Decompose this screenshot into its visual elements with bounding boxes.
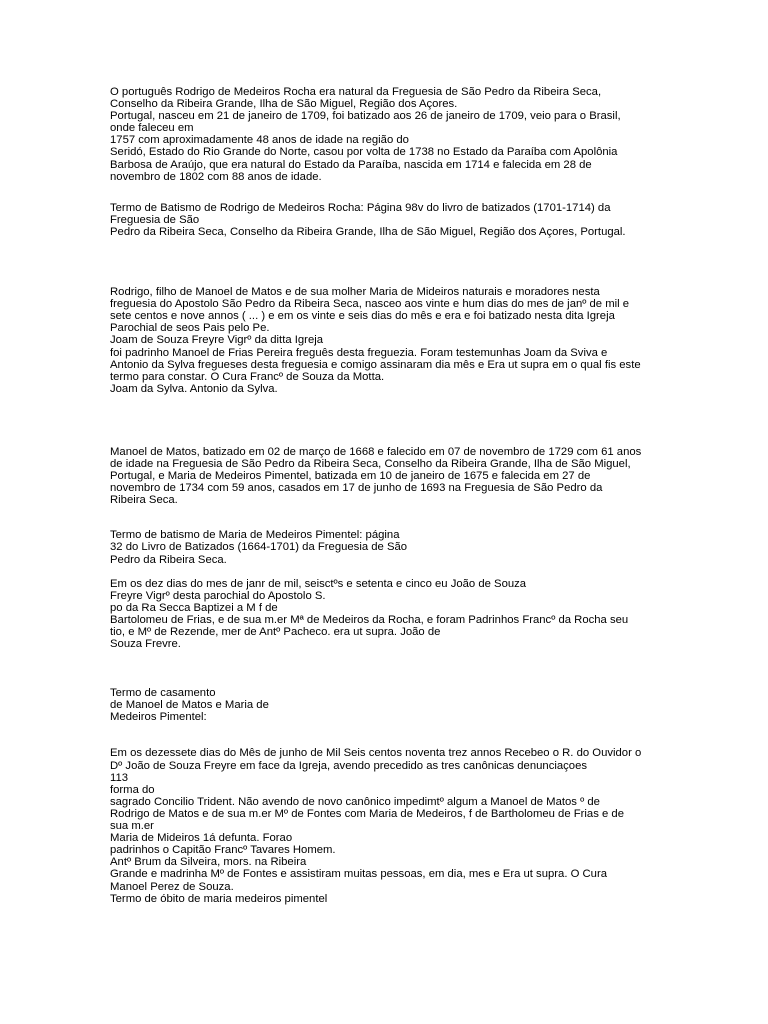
paragraph-termo-batismo-rodrigo	[110, 202, 650, 238]
text-line: Seridó, Estado do Rio Grande do Norte, casou por volta de 1738 no Estado da Paraíba com Apolônia	[110, 146, 618, 159]
text-line: Pedro da Ribeira Seca.	[110, 553, 227, 566]
text-line: Ribeira Seca.	[110, 494, 178, 507]
text-line: Souza Frevre.	[110, 638, 181, 651]
text-line: O português Rodrigo de Medeiros Rocha era natural da Freguesia de São Pedro da Ribeira Seca,	[110, 86, 602, 98]
text-line: Parochial de seos Pais pelo Pe.	[110, 322, 270, 335]
text-line: Termo de óbito de maria medeiros pimentel	[110, 892, 328, 905]
text-line: po da Ra Secca Baptizei a M f de	[110, 601, 278, 614]
text-line: Portugal, e Maria de Medeiros Pimentel, batizada em 10 de janeiro de 1675 e falecida em 27 de	[110, 470, 591, 483]
text-line: freguesia do Apostolo São Pedro da Ribeira Seca, nasceo aos vinte e hum dias do mes de janº de mil e	[110, 298, 630, 311]
text-line: Antonio da Sylva fregueses desta freguesia e comigo assinaram dia mês e Era ut supra em o qual fis este	[110, 358, 641, 371]
text-line: Joam de Souza Freyre Vigrº da ditta Igreja	[110, 334, 324, 347]
text-line: onde faleceu em	[110, 122, 194, 135]
paragraph-registro-maria	[110, 578, 650, 651]
text-line: padrinhos o Capitão Francº Tavares Homem.	[110, 844, 336, 857]
text-line: Freguesia de São	[110, 213, 200, 226]
text-line: novembro de 1734 com 59 anos, casados em 17 de junho de 1693 na Freguesia de São Pedro da	[110, 482, 603, 495]
text-line: Em os dezessete dias do Mês de junho de Mil Seis centos noventa trez annos Recebeo o R. do Ouvidor o	[110, 747, 642, 760]
text-line: Manoel de Matos, batizado em 02 de março de 1668 e falecido em 07 de novembro de 1729 com 61 anos	[110, 445, 642, 458]
paragraph-bio	[110, 86, 650, 183]
text-line: novembro de 1802 com 88 anos de idade.	[110, 170, 322, 183]
text-line: Portugal, nasceu em 21 de janeiro de 1709, foi batizado aos 26 de janeiro de 1709, veio para o Brasil,	[110, 110, 621, 123]
text-line: Termo de Batismo de Rodrigo de Medeiros Rocha: Página 98v do livro de batizados (1701-1714) da	[110, 201, 611, 214]
text-line: Dº João de Souza Freyre em face da Igreja, avendo precedido as tres canônicas denunciaçoes	[110, 759, 587, 772]
text-line: forma do	[110, 783, 155, 796]
text-line: foi padrinho Manoel de Frias Pereira freguês desta freguezia. Foram testemunhas Joam da Sviva e	[110, 346, 608, 359]
text-line: Pedro da Ribeira Seca, Conselho da Ribeira Grande, Ilha de São Miguel, Região dos Açores, Portugal.	[110, 225, 626, 238]
text-line: de idade na Freguesia de São Pedro da Ribeira Seca, Conselho da Ribeira Grande, Ilha de São Miguel,	[110, 457, 631, 470]
text-line: Conselho da Ribeira Grande, Ilha de São Miguel, Região dos Açores.	[110, 98, 458, 111]
text-line: Manoel Perez de Souza.	[110, 880, 234, 893]
text-line: 32 do Livro de Batizados (1664-1701) da Freguesia de São	[110, 541, 408, 554]
text-line: Termo de casamento	[110, 687, 216, 700]
text-line: 113	[110, 771, 129, 784]
text-line: termo para constar. O Cura Francº de Souza da Motta.	[110, 370, 385, 383]
text-line: 1757 com aproximadamente 48 anos de idade na região do	[110, 134, 409, 147]
text-line: Antº Brum da Silveira, mors. na Ribeira	[110, 856, 307, 869]
paragraph-termo-casamento	[110, 687, 650, 723]
text-line: Rodrigo, filho de Manoel de Matos e de sua molher Maria de Mideiros naturais e moradores nesta	[110, 286, 600, 299]
text-line: sagrado Concilio Trident. Não avendo de novo canônico impedimtº algum a Manoel de Matos º de	[110, 795, 600, 808]
text-line: Termo de batismo de Maria de Medeiros Pimentel: página	[110, 529, 400, 542]
document-body	[110, 86, 650, 905]
text-line: tio, e Mº de Rezende, mer de Antº Pacheco. era ut supra. João de	[110, 626, 441, 638]
paragraph-registro-rodrigo	[110, 286, 650, 395]
text-line: Bartolomeu de Frias, e de sua m.er Mª de Medeiros da Rocha, e foram Padrinhos Francº da Rocha seu	[110, 613, 629, 626]
text-line: Barbosa de Araújo, que era natural do Estado da Paraíba, nascida em 1714 e falecida em 28 de	[110, 158, 592, 171]
paragraph-termo-batismo-maria	[110, 529, 650, 565]
paragraph-manoel-matos	[110, 446, 650, 506]
text-line: Joam da Sylva. Antonio da Sylva.	[110, 382, 278, 395]
text-line: Em os dez dias do mes de janr de mil, seisctºs e setenta e cinco eu João de Souza	[110, 577, 527, 590]
text-line: Grande e madrinha Mº de Fontes e assistiram muitas pessoas, em dia, mes e Era ut supra. O Cura	[110, 868, 608, 881]
paragraph-registro-casamento	[110, 747, 650, 904]
text-line: Freyre Vigrº desta parochial do Apostolo S.	[110, 589, 326, 602]
text-line: de Manoel de Matos e Maria de	[110, 699, 269, 712]
text-line: sete centos e nove annos ( ... ) e em os vinte e seis dias do mês e era e foi batizado nesta dita Igreja	[110, 310, 615, 323]
text-line: Maria de Mideiros 1á defunta. Forao	[110, 832, 293, 845]
text-line: sua m.er	[110, 820, 154, 833]
text-line: Medeiros Pimentel:	[110, 711, 207, 724]
text-line: Rodrigo de Matos e de sua m.er Mº de Fontes com Maria de Medeiros, f de Bartholomeu de Frias e de	[110, 807, 624, 820]
